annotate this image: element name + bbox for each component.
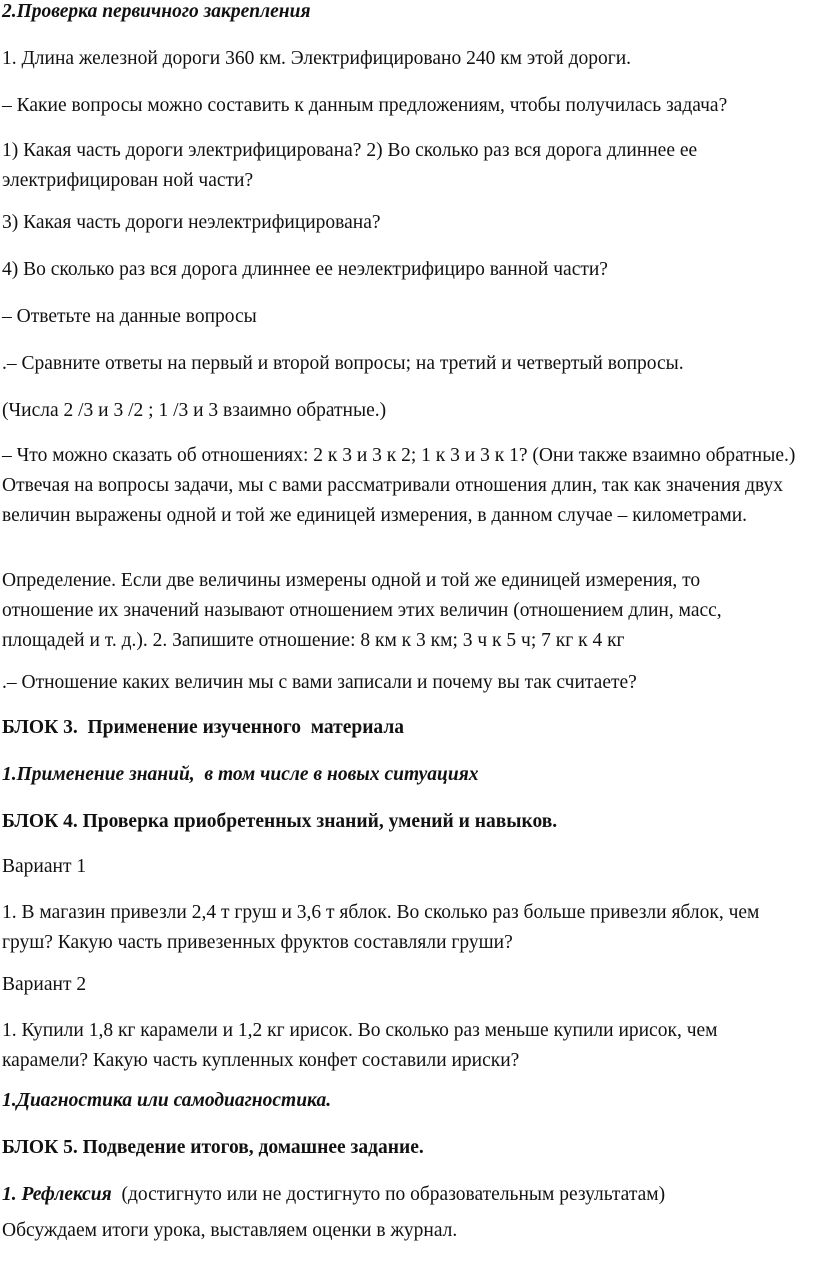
definition: Определение. Если две величины измерены одной и той же единицей измерения, то отношение их значений называют отношением этих величин (отношением длин, масс, площадей и т. д.). 2. Запишите отношение: 8 км к 3 км; 3 ч к 5 ч; 7 кг к 4 кг — [2, 570, 722, 651]
reflection-line — [2, 1180, 807, 1210]
answer-prompt: – Ответьте на данные вопросы — [2, 306, 257, 327]
ratio-question: .– Отношение каких величин мы с вами записали и почему вы так считаете? — [2, 672, 637, 693]
variant2-task: 1. Купили 1,8 кг карамели и 1,2 кг ирисок. Во сколько раз меньше купили ирисок, чем карамели? Какую часть купленных конфет составили ириски? — [2, 1020, 718, 1071]
variant1-task: 1. В магазин привезли 2,4 т груш и 3,6 т яблок. Во сколько раз больше привезли яблок, чем груш? Какую часть привезенных фруктов составляли груши? — [2, 902, 760, 953]
reflection-text: (достигнуто или не достигнуто по образовательным результатам) — [111, 1184, 666, 1205]
question-4: 4) Во сколько раз вся дорога длиннее ее неэлектрифициро ванной части? — [2, 259, 608, 280]
diagnostics-heading: 1.Диагностика или самодиагностика. — [2, 1090, 332, 1111]
heading-primary-check: 2.Проверка первичного закрепления — [2, 1, 311, 22]
ratio-discussion: – Что можно сказать об отношениях: 2 к 3 и 3 к 2; 1 к 3 и 3 к 1? (Они также взаимно обратные.) Отвечая на вопросы задачи, мы с вами рассматривали отношения длин, так как значения двух величин выражены одной и той же единицей измерения, в данном случае – километрами. — [2, 445, 796, 526]
variant2-label: Вариант 2 — [2, 974, 87, 995]
questions-1-2: 1) Какая часть дороги электрифицирована? 2) Во сколько раз вся дорога длиннее ее электрифицирован ной части? — [2, 140, 698, 191]
compare-prompt: .– Сравните ответы на первый и второй вопросы; на третий и четвертый вопросы. — [2, 353, 684, 374]
block4-title: БЛОК 4. Проверка приобретенных знаний, умений и навыков. — [2, 811, 558, 832]
block5-title: БЛОК 5. Подведение итогов, домашнее задание. — [2, 1137, 424, 1158]
reflection-label: 1. Рефлексия — [2, 1184, 112, 1205]
question-3: 3) Какая часть дороги неэлектрифицирована? — [2, 212, 381, 233]
variant1-label: Вариант 1 — [2, 856, 87, 877]
block3-title: БЛОК 3. Применение изученного материала — [2, 717, 405, 738]
task-railway: 1. Длина железной дороги 360 км. Электрифицировано 240 км этой дороги. — [2, 48, 632, 69]
reciprocal-note: (Числа 2 /3 и 3 /2 ; 1 /3 и 3 взаимно обратные.) — [2, 400, 387, 421]
closing-line: Обсуждаем итоги урока, выставляем оценки в журнал. — [2, 1220, 458, 1241]
block3-subtitle: 1.Применение знаний, в том числе в новых ситуациях — [2, 764, 479, 785]
question-prompt: – Какие вопросы можно составить к данным предложениям, чтобы получилась задача? — [2, 95, 728, 116]
